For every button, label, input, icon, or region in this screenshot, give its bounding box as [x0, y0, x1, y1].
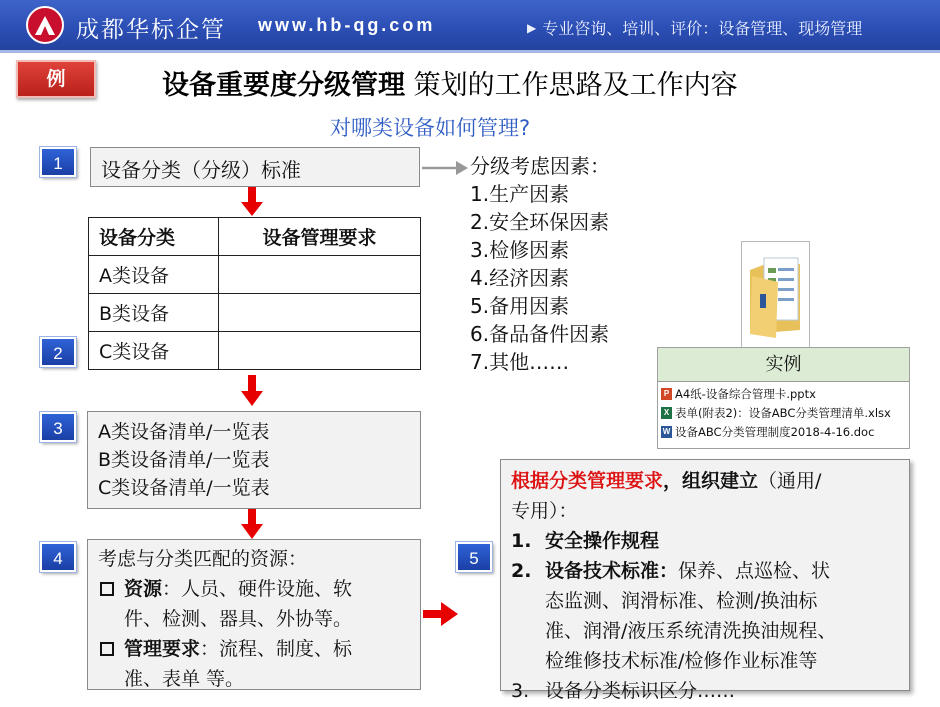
list-item: 5.备用因素: [470, 294, 570, 318]
step-badge-3: 3: [40, 412, 76, 442]
list-item: 7.其他……: [470, 350, 570, 374]
table-row: [89, 332, 421, 370]
mgmt-text: ：流程、制度、标: [200, 638, 353, 660]
title-bold: 设备重要度分级管理: [162, 70, 405, 101]
step3-box: [87, 411, 421, 509]
arrow-down-icon: [241, 187, 263, 217]
resource-label: 资源: [124, 578, 163, 600]
list-item: 4.经济因素: [470, 266, 570, 290]
file-item[interactable]: [658, 384, 909, 403]
list-item: 1.生产因素: [470, 182, 570, 206]
table-row: [89, 256, 421, 294]
logo-icon: [26, 6, 64, 44]
mgmt-item: [98, 634, 412, 664]
arrow-down-icon: [241, 508, 263, 540]
list-text: 安全操作规程: [545, 530, 660, 552]
website-url[interactable]: www.hb-qg.com: [258, 15, 436, 35]
step4-intro: 考虑与分类匹配的资源：: [98, 548, 308, 570]
factor-list: [470, 152, 610, 376]
table-header-row: [89, 218, 421, 256]
powerpoint-file-icon: P: [661, 388, 672, 400]
file-name: 表单(附表2)：设备ABC分类管理清单.xlsx: [675, 405, 891, 420]
step1-box: 设备分类（分级）标准: [90, 147, 420, 187]
header-divider: [0, 50, 940, 53]
mgmt-label: 管理要求: [124, 638, 201, 660]
header-slogan: [527, 16, 862, 39]
resource-text-cont: 件、检测、器具、外协等。: [124, 608, 353, 630]
table-cell: [219, 256, 421, 294]
step5-bold-text: ，组织建立: [663, 470, 759, 492]
step-badge-5: 5: [456, 542, 492, 572]
file-name: A4纸-设备综合管理卡.pptx: [675, 386, 816, 401]
list-text: 保养、点巡检、状: [678, 560, 831, 582]
list-number: 2.: [511, 560, 532, 582]
list-item: 3.检修因素: [470, 238, 570, 262]
list-text-cont: 准、润滑/液压系统清洗换油规程、: [545, 620, 837, 642]
example-panel-title: 实例: [658, 348, 909, 382]
list-text-cont: 检维修技术标准/检修作业标准等: [545, 650, 818, 672]
file-name: 设备ABC分类管理制度2018-4-16.doc: [675, 424, 875, 439]
arrow-right-icon: [423, 602, 459, 626]
arrow-down-icon: [241, 375, 263, 407]
step5-rest-text: （通用/: [758, 470, 822, 492]
table-cell: A类设备: [89, 256, 219, 294]
resource-item: [98, 574, 412, 604]
play-marker-icon: ▶: [527, 21, 537, 35]
page-subtitle: 对哪类设备如何管理?: [330, 116, 531, 140]
factor-list-title: 分级考虑因素：: [470, 154, 610, 178]
list-item: C类设备清单/一览表: [98, 477, 270, 499]
arrow-right-gray-icon: [420, 160, 470, 176]
list-number: 1.: [511, 530, 532, 552]
table-row: [89, 294, 421, 332]
step-badge-1: 1: [40, 147, 76, 177]
step5-box: [500, 459, 910, 702]
step-badge-4: 4: [40, 542, 76, 572]
step-badge-2: 2: [40, 337, 76, 367]
file-item[interactable]: [658, 422, 909, 441]
file-list: [658, 384, 909, 448]
table-cell: [219, 332, 421, 370]
example-panel: [657, 347, 910, 449]
table-header-cell: 设备管理要求: [219, 218, 421, 256]
table-header-cell: 设备分类: [89, 218, 219, 256]
step4-box: [87, 539, 421, 690]
resource-text: ：人员、硬件设施、软: [162, 578, 353, 600]
checkbox-bullet-icon: [100, 582, 114, 596]
step5-red-text: 根据分类管理要求: [511, 470, 664, 492]
list-item: [511, 676, 899, 706]
step5-intro: [511, 466, 899, 496]
list-number: 3.: [511, 680, 530, 702]
title-rest: 策划的工作思路及工作内容: [405, 70, 738, 101]
classification-table: [88, 217, 421, 370]
step5-intro-cont: 专用）：: [511, 500, 578, 522]
list-text-cont: 态监测、润滑标准、检测/换油标: [545, 590, 818, 612]
mgmt-text-cont: 准、表单 等。: [124, 668, 245, 690]
list-item: 2.安全环保因素: [470, 210, 610, 234]
page-title: [162, 63, 738, 102]
table-cell: C类设备: [89, 332, 219, 370]
word-file-icon: W: [662, 426, 671, 436]
excel-file-icon: X: [661, 407, 672, 419]
brand-name: 成都华标企管: [76, 17, 226, 43]
table-cell: B类设备: [89, 294, 219, 332]
list-item: B类设备清单/一览表: [98, 449, 270, 471]
folder-icon[interactable]: [741, 241, 810, 348]
file-item[interactable]: [658, 403, 909, 422]
table-cell: [219, 294, 421, 332]
list-item: 6.备品备件因素: [470, 322, 610, 346]
list-label: 设备技术标准：: [545, 560, 679, 582]
list-text: 设备分类标识区分……: [545, 680, 736, 702]
example-tag: 例: [16, 60, 96, 98]
list-item: [511, 556, 899, 586]
slogan-text: 专业咨询、培训、评价：设备管理、现场管理: [542, 19, 863, 38]
checkbox-bullet-icon: [100, 642, 114, 656]
list-item: [511, 526, 899, 556]
list-item: A类设备清单/一览表: [98, 421, 270, 443]
